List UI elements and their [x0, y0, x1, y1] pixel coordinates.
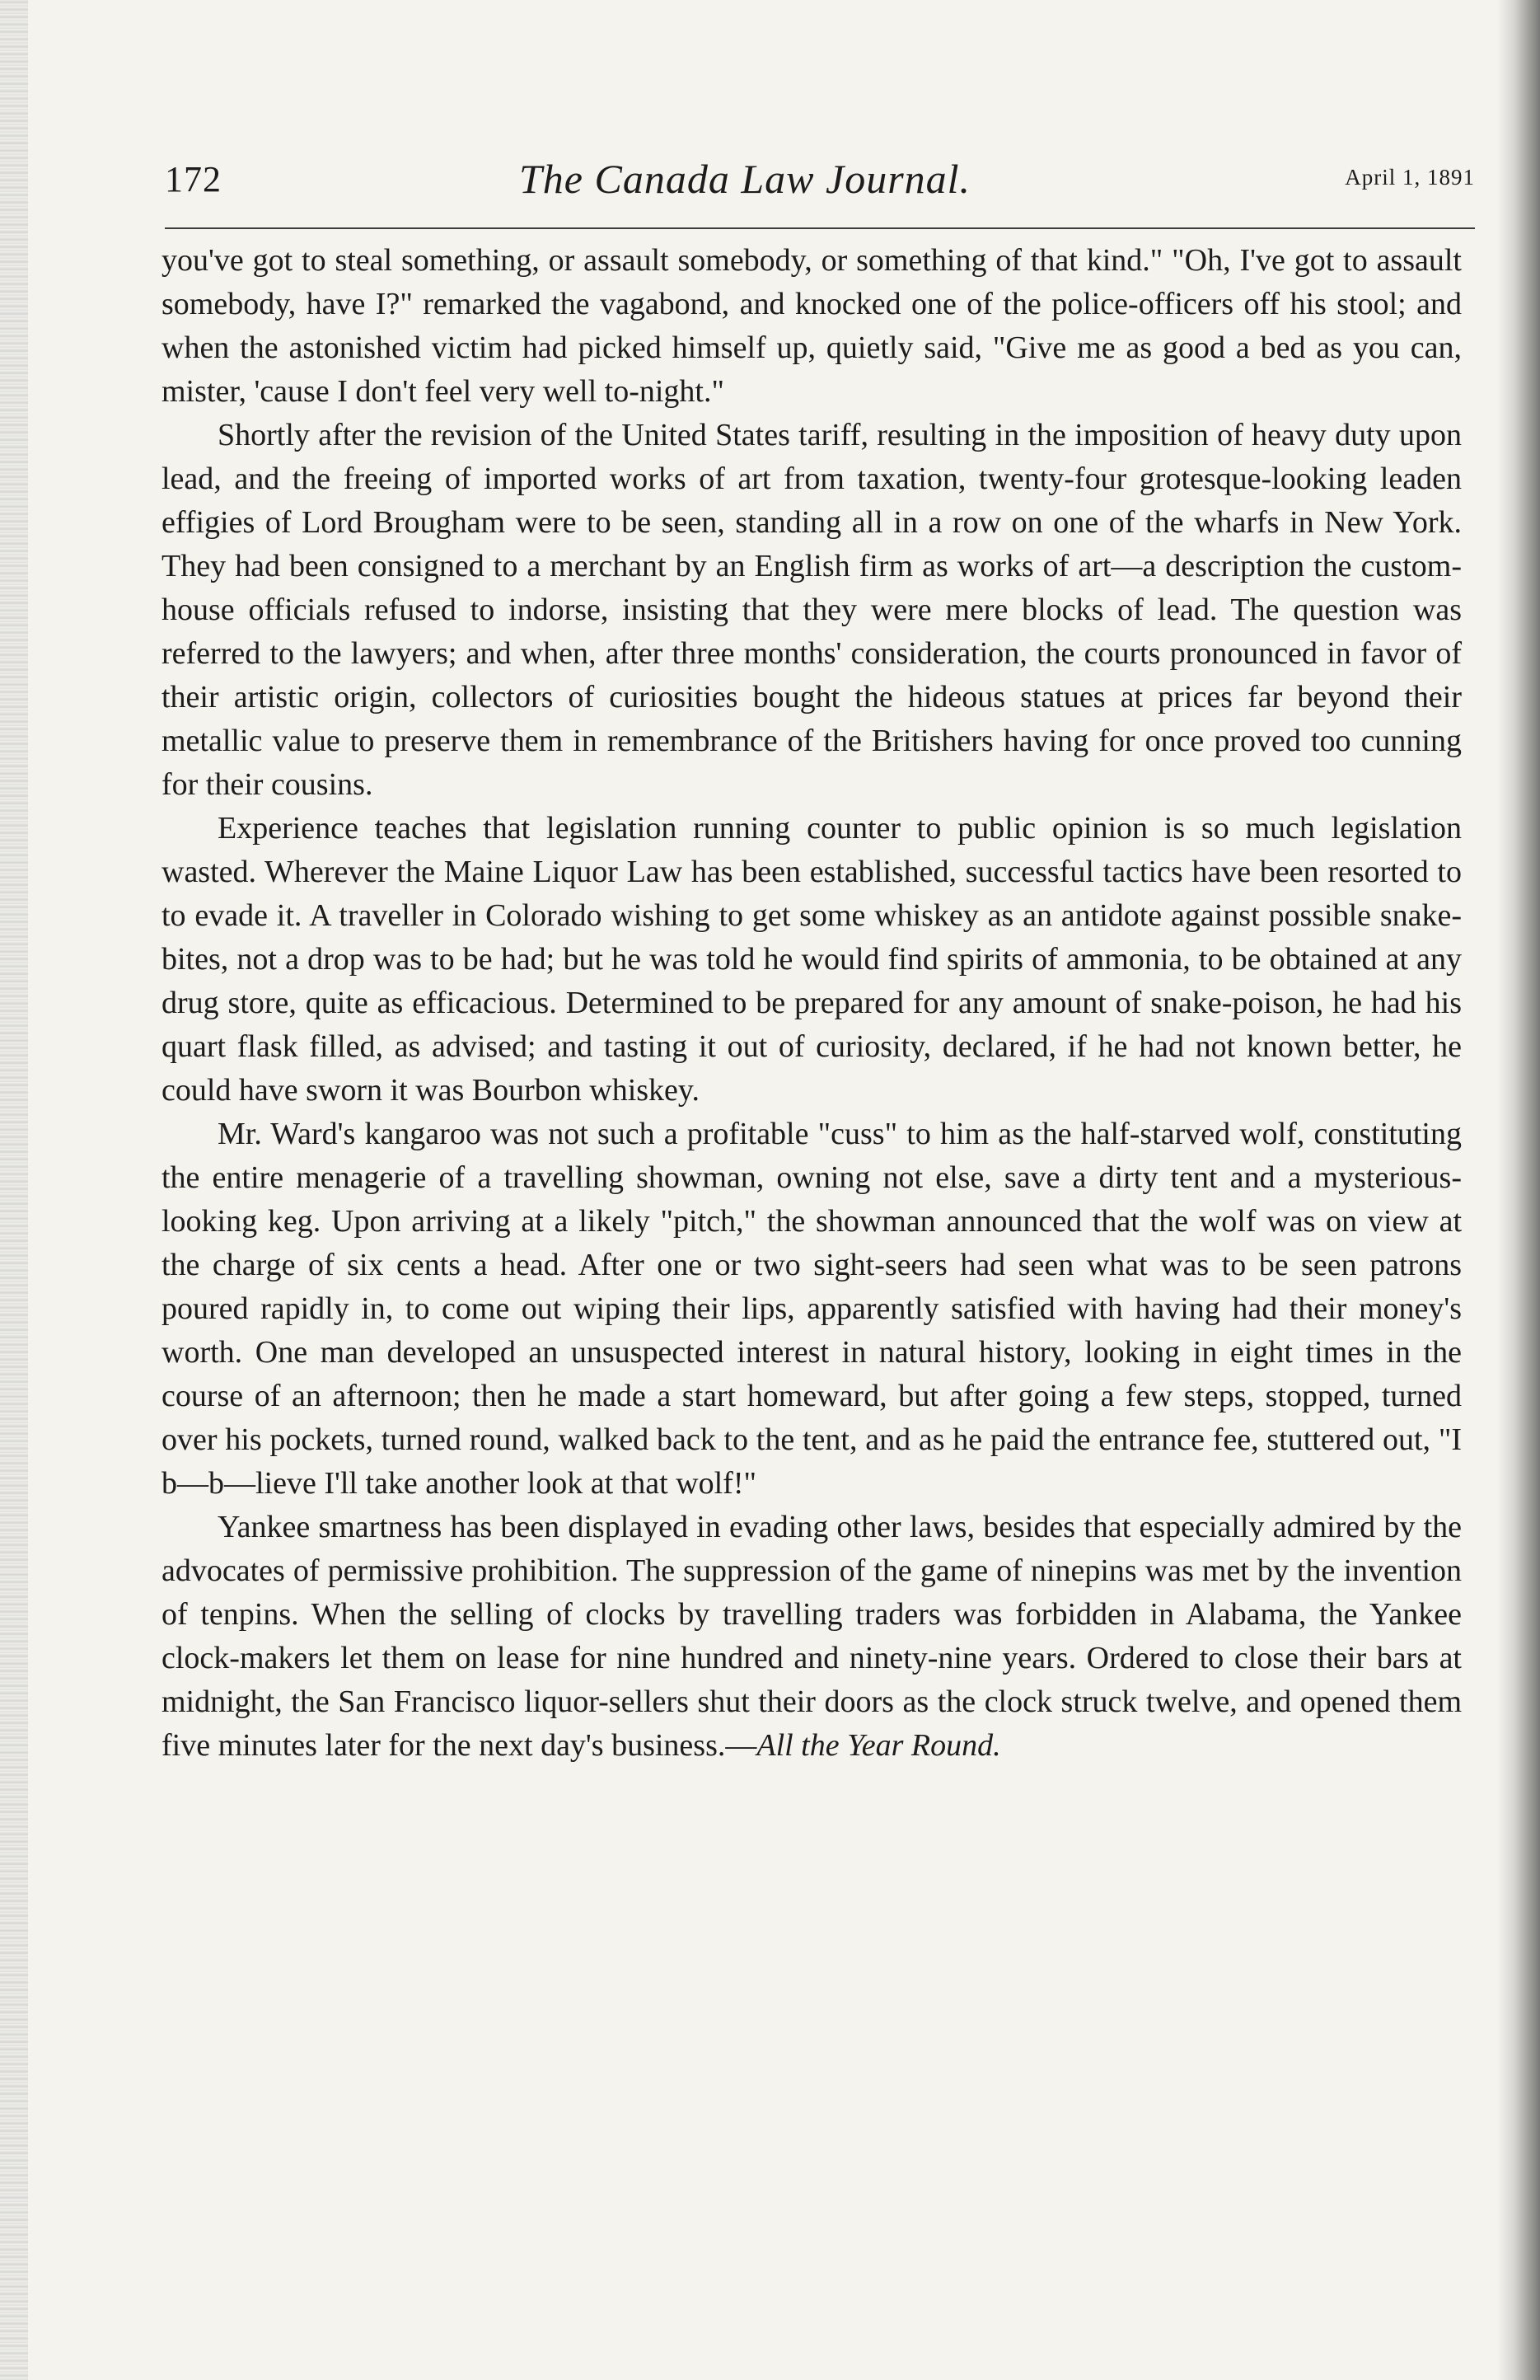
running-head: [165, 155, 1475, 221]
paragraph-text: you've got to steal something, or assault somebody, or something of that kind." "Oh, I've got to assault somebody, have I?" remarked the vagabond, and knocked one of the police-officers off his stool; and when the astonished victim had picked himself up, quietly said, "Give me as good a bed as you can, mister, 'cause I don't feel very well to-night.": [161, 243, 1462, 409]
paragraph-text: Shortly after the revision of the United States tariff, resulting in the imposition of heavy duty upon lead, and the freeing of imported works of art from taxation, twenty-four grotesque-looking leaden effigies of Lord Brougham were to be seen, standing all in a row on one of the wharfs in New York. They had been consigned to a merchant by an English firm as works of art—a description the custom-house officials refused to indorse, insisting that they were mere blocks of lead. The question was referred to the lawyers; and when, after three months' consideration, the courts pronounced in favor of their artistic origin, collectors of curiosities bought the hideous statues at prices far beyond their metallic value to preserve them in remembrance of the Britishers having for once proved too cunning for their cousins.: [161, 418, 1462, 802]
paragraph-showman-wolf: [161, 1113, 1462, 1506]
page-shadow-edge: [1497, 0, 1540, 2380]
paragraph-lead-effigies: [161, 414, 1462, 807]
article-body: [161, 239, 1462, 1768]
page-binding-edge: [0, 0, 28, 2380]
issue-date: April 1, 1891: [1345, 165, 1475, 190]
page-number: 172: [165, 159, 222, 199]
source-credit: All the Year Round.: [756, 1728, 1001, 1763]
paragraph-yankee-smartness: [161, 1506, 1462, 1768]
paragraph-liquor-law: [161, 807, 1462, 1113]
paragraph-text: Mr. Ward's kangaroo was not such a profitable "cuss" to him as the half-starved wolf, constituting the entire menagerie of a travelling showman, owning not else, save a dirty tent and a mysterious-looking keg. Upon arriving at a likely "pitch," the showman announced that the wolf was on view at the charge of six cents a head. After one or two sight-seers had seen what was to be seen patrons poured rapidly in, to come out wiping their lips, apparently satisfied with having had their money's worth. One man developed an unsuspected interest in natural history, looking in eight times in the course of an afternoon; then he made a start homeward, but after going a few steps, stopped, turned over his pockets, turned round, walked back to the tent, and as he paid the entrance fee, stuttered out, "I b—b—lieve I'll take another look at that wolf!": [161, 1117, 1462, 1501]
header-rule: [165, 227, 1475, 229]
journal-title: The Canada Law Journal.: [519, 156, 971, 202]
paragraph-text: Yankee smartness has been displayed in evading other laws, besides that especially admired by the advocates of permissive prohibition. The suppression of the game of ninepins was met by the invention of tenpins. When the selling of clocks by travelling traders was forbidden in Alabama, the Yankee clock-makers let them on lease for nine hundred and ninety-nine years. Ordered to close their bars at midnight, the San Francisco liquor-sellers shut their doors as the clock struck twelve, and opened them five minutes later for the next day's business.—: [161, 1510, 1462, 1763]
paragraph-text: Experience teaches that legislation running counter to public opinion is so much legislation wasted. Wherever the Maine Liquor Law has been established, successful tactics have been resorted to to evade it. A traveller in Colorado wishing to get some whiskey as an antidote against possible snake-bites, not a drop was to be had; but he was told he would find spirits of ammonia, to be obtained at any drug store, quite as efficacious. Determined to be prepared for any amount of snake-poison, he had his quart flask filled, as advised; and tasting it out of curiosity, declared, if he had not known better, he could have sworn it was Bourbon whiskey.: [161, 811, 1462, 1108]
paragraph-police-station: [161, 239, 1462, 414]
